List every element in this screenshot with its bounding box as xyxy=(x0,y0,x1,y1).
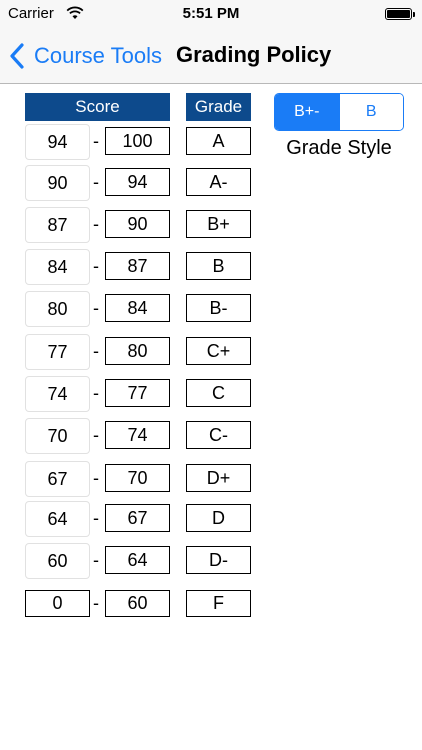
range-dash: - xyxy=(93,592,99,613)
score-min-field[interactable]: 74 xyxy=(25,376,90,412)
score-column-header: Score xyxy=(25,93,170,121)
carrier-label: Carrier xyxy=(8,5,54,22)
score-max-field[interactable]: 67 xyxy=(105,504,170,532)
navigation-bar xyxy=(0,28,422,84)
grade-style-option-plus-minus[interactable]: B+- xyxy=(275,94,339,130)
grade-letter-field[interactable]: A- xyxy=(186,168,251,196)
score-max-field[interactable]: 90 xyxy=(105,210,170,238)
range-dash: - xyxy=(93,425,99,445)
score-max-field[interactable]: 100 xyxy=(105,127,170,155)
grade-letter-field[interactable]: B- xyxy=(186,294,251,322)
score-max-field[interactable]: 64 xyxy=(105,546,170,574)
score-max-field[interactable]: 80 xyxy=(105,337,170,365)
score-min-field[interactable]: 77 xyxy=(25,334,90,370)
score-max-field[interactable]: 87 xyxy=(105,252,170,280)
range-dash: - xyxy=(93,341,99,361)
range-dash: - xyxy=(93,131,99,151)
range-dash: - xyxy=(93,550,99,570)
grade-style-segmented-control[interactable] xyxy=(274,93,404,131)
range-dash: - xyxy=(93,298,99,318)
grade-letter-field[interactable]: D+ xyxy=(186,464,251,492)
grade-column-header: Grade xyxy=(186,93,251,121)
grade-letter-field[interactable]: A xyxy=(186,127,251,155)
score-min-field[interactable]: 0 xyxy=(25,590,90,617)
score-max-field[interactable]: 77 xyxy=(105,379,170,407)
page-title: Grading Policy xyxy=(176,42,332,67)
score-min-field[interactable]: 90 xyxy=(25,165,90,201)
grade-letter-field[interactable]: B xyxy=(186,252,251,280)
grade-style-label: Grade Style xyxy=(286,137,392,159)
battery-icon xyxy=(385,8,412,20)
score-max-field[interactable]: 94 xyxy=(105,168,170,196)
grade-style-option-letter[interactable]: B xyxy=(339,94,404,130)
back-button-label: Course Tools xyxy=(34,43,162,68)
score-min-field[interactable]: 94 xyxy=(25,124,90,160)
score-min-field[interactable]: 70 xyxy=(25,418,90,454)
score-min-field[interactable]: 87 xyxy=(25,207,90,243)
range-dash: - xyxy=(93,383,99,403)
score-max-field[interactable]: 84 xyxy=(105,294,170,322)
range-dash: - xyxy=(93,256,99,276)
score-min-field[interactable]: 67 xyxy=(25,461,90,497)
range-dash: - xyxy=(93,172,99,192)
grade-letter-field[interactable]: B+ xyxy=(186,210,251,238)
grade-letter-field[interactable]: C xyxy=(186,379,251,407)
back-button[interactable] xyxy=(6,38,162,74)
grade-letter-field[interactable]: C- xyxy=(186,421,251,449)
grade-letter-field[interactable]: D xyxy=(186,504,251,532)
range-dash: - xyxy=(93,468,99,488)
grade-letter-field[interactable]: C+ xyxy=(186,337,251,365)
grade-letter-field[interactable]: F xyxy=(186,590,251,617)
score-min-field[interactable]: 84 xyxy=(25,249,90,285)
range-dash: - xyxy=(93,214,99,234)
score-min-field[interactable]: 64 xyxy=(25,501,90,537)
score-min-field[interactable]: 60 xyxy=(25,543,90,579)
score-max-field[interactable]: 60 xyxy=(105,590,170,617)
status-bar xyxy=(0,0,422,28)
clock-time: 5:51 PM xyxy=(182,5,240,22)
range-dash: - xyxy=(93,508,99,528)
score-max-field[interactable]: 74 xyxy=(105,421,170,449)
score-min-field[interactable]: 80 xyxy=(25,291,90,327)
chevron-left-icon xyxy=(6,41,30,71)
score-max-field[interactable]: 70 xyxy=(105,464,170,492)
grade-letter-field[interactable]: D- xyxy=(186,546,251,574)
